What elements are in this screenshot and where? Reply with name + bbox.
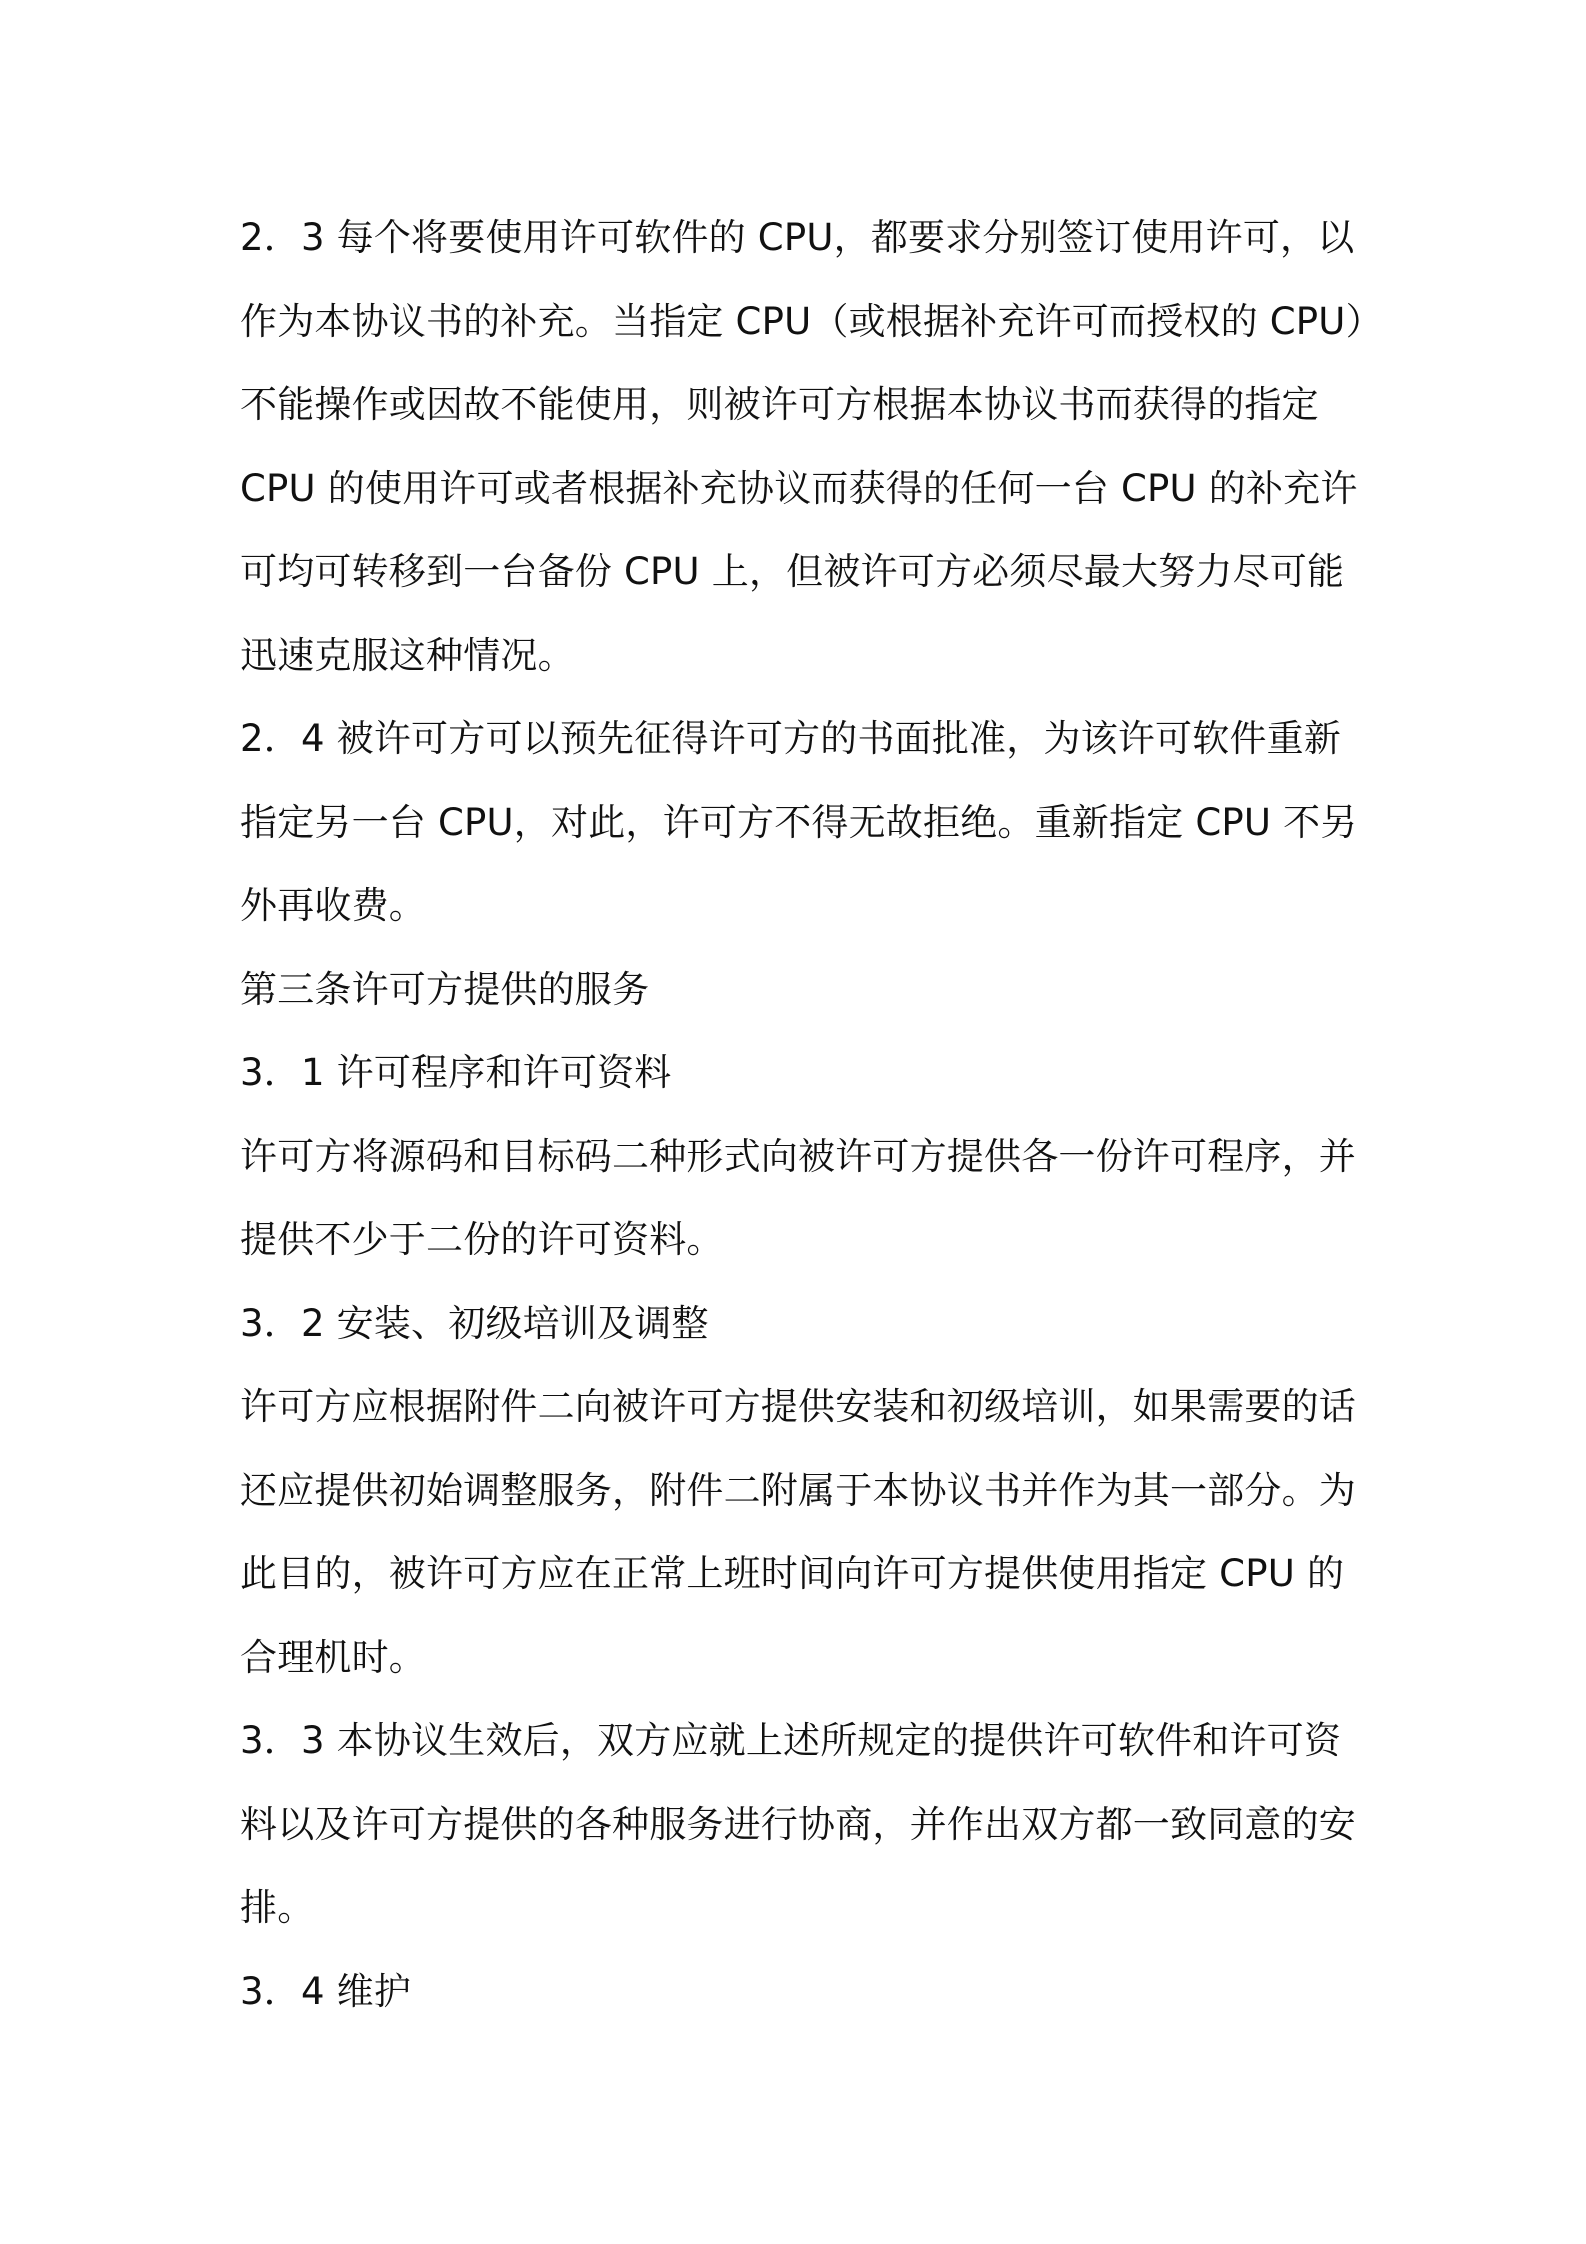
text-line: 此目的，被许可方应在正常上班时间向许可方提供使用指定 CPU 的 (240, 1552, 1345, 1595)
text-line: 迅速克服这种情况。 (240, 633, 575, 677)
text-line: 合理机时。 (240, 1635, 426, 1679)
text-line: 还应提供初始调整服务，附件二附属于本协议书并作为其一部分。为 (240, 1468, 1356, 1512)
text-line: 料以及许可方提供的各种服务进行协商，并作出双方都一致同意的安 (240, 1802, 1356, 1846)
text-line: 2．3 每个将要使用许可软件的 CPU，都要求分别签订使用许可，以 (240, 216, 1355, 259)
text-line: 外再收费。 (240, 884, 426, 927)
text-line: 许可方应根据附件二向被许可方提供安装和初级培训，如果需要的话 (240, 1385, 1356, 1428)
subsection-heading: 3．4 维护 (240, 1969, 412, 2013)
document-body (240, 196, 1383, 2033)
text-line: 许可方将源码和目标码二种形式向被许可方提供各一份许可程序，并 (240, 1134, 1356, 1178)
text-line: 不能操作或因故不能使用，则被许可方根据本协议书而获得的指定 (240, 383, 1319, 426)
text-line: 排。 (240, 1886, 315, 1929)
text-line: 3．3 本协议生效后，双方应就上述所规定的提供许可软件和许可资 (240, 1719, 1342, 1762)
text-line: 可均可转移到一台备份 CPU 上，但被许可方必须尽最大努力尽可能 (240, 550, 1345, 593)
text-line: 指定另一台 CPU，对此，许可方不得无故拒绝。重新指定 CPU 不另 (240, 800, 1358, 844)
text-line: 2．4 被许可方可以预先征得许可方的书面批准，为该许可软件重新 (240, 717, 1342, 760)
subsection-heading: 3．1 许可程序和许可资料 (240, 1051, 672, 1094)
section-heading: 第三条许可方提供的服务 (240, 967, 650, 1011)
text-line: CPU 的使用许可或者根据补充协议而获得的任何一台 CPU 的补充许 (240, 466, 1358, 510)
text-line: 作为本协议书的补充。当指定 CPU（或根据补充许可而授权的 CPU） (240, 299, 1383, 343)
subsection-heading: 3．2 安装、初级培训及调整 (240, 1301, 709, 1345)
text-line: 提供不少于二份的许可资料。 (240, 1218, 724, 1261)
